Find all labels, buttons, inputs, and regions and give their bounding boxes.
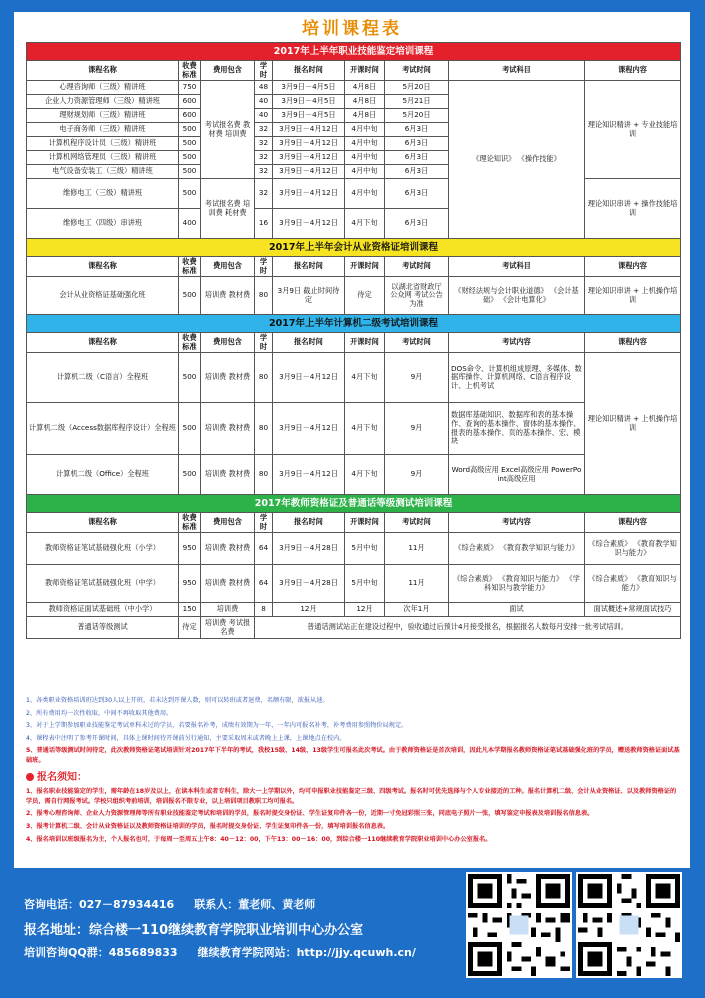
table-row: 心理咨询师（三级）精讲班 750 考试报名费 教材费 培训费 48 3月9日－4月5日 4月8日 5月20日 《理论知识》 《操作技能》 理论知识精讲 + 专业技能培训 — [27, 81, 681, 95]
contact-footer — [24, 892, 464, 964]
section-accounting-header: 2017年上半年会计从业资格证培训课程 — [27, 239, 681, 257]
table-header-row: 课程名称 收费标准 费用包含 学时 报名时间 开课时间 考试时间 考试科目 课程内容 — [27, 61, 681, 81]
section-computer-header: 2017年上半年计算机二级考试培训课程 — [27, 315, 681, 333]
table-row: 计算机二级（Access数据库程序设计）全程班 500 培训费 教材费 80 3月9日－4月12日 4月下旬 9月 数据库基础知识、数据库和表的基本操作、查询的基本操作、窗体的基本操作、报表的基本操作、页的基本操作、宏、模块 — [27, 403, 681, 455]
notice-item: 3、报考计算机二级、会计从业资格证以及教师资格证培训的学员，报名时提交身份证、学生证复印件各一份，填写培训报名信息表。 — [26, 822, 390, 830]
table-row: 计算机二级（Office）全程班 500 培训费 教材费 80 3月9日－4月12日 4月下旬 9月 Word高级应用 Excel高级应用 PowerPoint高级应用 — [27, 455, 681, 495]
qr-code-icon — [576, 872, 682, 978]
note-item: 5、普通话等级测试时间待定，此次教师资格证笔试培训针对2017年下半年的考试，我校15级、14级、13级学生可报名此次考试。由于教师资格证是首次培训，因此凡本学期报名教师资格证笔试基础强化班的学员，赠送教师资格证面试基础班。 — [26, 747, 680, 765]
table-row: 计算机网络管理员（三级）精讲班 500 32 3月9日－4月12日 4月中旬 6月3日 — [27, 151, 681, 165]
table-row: 教师资格证笔试基础强化班（小学） 950 培训费 教材费 64 3月9日－4月28日 5月中旬 11月 《综合素质》 《教育教学知识与能力》 《综合素质》 《教育教学知识与能力》 — [27, 533, 681, 565]
notice-item: 4、报名培训以班级报名为主，个人报名也可，于每周一至周五上午8：40－12：00，下午13：00－16：00，到综合楼一110继续教育学院职业培训中心办公室报名。 — [26, 835, 492, 843]
table-row: 计算机二级（C语言）全程班 500 培训费 教材费 80 3月9日－4月12日 4月下旬 9月 DOS命令、计算机组成原理、多媒体、数据库操作、计算机网络、C语言程序设计、上机考试 理论知识精讲 + 上机操作培训 — [27, 353, 681, 403]
table-row: 电气设备安装工（三级）精讲班 500 32 3月9日－4月12日 4月中旬 6月3日 — [27, 165, 681, 179]
note-item: 3、对于上学期参加职业技能鉴定考试单科未过的学员，若要报名补考，成绩有效期为一年，一年内可报名补考，补考费用参照物价局规定。 — [26, 722, 408, 730]
table-row: 普通话等级测试 待定 培训费 考试报名费 普通话测试站正在建设过程中，验收通过后预计4月接受报名，根据报名人数每月安排一批考试培训。 — [27, 617, 681, 639]
contact-person: 联系人：董老师、黄老师 — [194, 898, 316, 911]
note-item: 1、各类职业资格培训班达到30人以上开班，若未达到开课人数，则可以转班或者退费，名额有限，欲报从速。 — [26, 697, 329, 704]
notice-item: 2、报考心理咨询师、企业人力资源管理师等所有职业技能鉴定考试和培训的学员，报名时提交身份证、学生证复印件各一份，近期一寸免冠彩照三张，同底电子照片一张，填写鉴定申报表及培训报名信息表。 — [26, 810, 594, 818]
website-link[interactable]: 继续教育学院网站：http://jjy.qcuwh.cn/ — [197, 946, 416, 959]
table-row: 电子商务师（三级）精讲班 500 32 3月9日－4月12日 4月中旬 6月3日 — [27, 123, 681, 137]
table-row: 维修电工（三级）精讲班 500 考试报名费 培训费 耗材费 32 3月9日－4月12日 4月中旬 6月3日 理论知识串讲 + 操作技能培训 — [27, 179, 681, 209]
qr-code-icon — [466, 872, 572, 978]
table-row: 维修电工（四级）串讲班 400 16 3月9日－4月12日 4月下旬 6月3日 — [27, 209, 681, 239]
table-header-row: 课程名称 收费标准 费用包含 学时 报名时间 开课时间 考试时间 考试科目 课程内容 — [27, 257, 681, 277]
qq-group: 培训咨询QQ群：485689833 — [24, 946, 178, 959]
schedule-sheet — [14, 12, 690, 868]
table-row: 教师资格证笔试基础强化班（中学） 950 培训费 教材费 64 3月9日－4月28日 5月中旬 11月 《综合素质》 《教育知识与能力》 《学科知识与教学能力》 《综合素质》 《教育知识与能力》 — [27, 565, 681, 603]
table-header-row: 课程名称 收费标准 费用包含 学时 报名时间 开课时间 考试时间 考试内容 课程内容 — [27, 333, 681, 353]
section-teacher-header: 2017年教师资格证及普通话等级测试培训课程 — [27, 495, 681, 513]
page-title: 培训课程表 — [302, 19, 402, 39]
table-row: 理财规划师（三级）精讲班 600 40 3月9日－4月5日 4月8日 5月20日 — [27, 109, 681, 123]
course-table — [26, 42, 681, 639]
bullet-icon — [26, 773, 34, 781]
notes-section — [26, 696, 680, 847]
section-vocational-header: 2017年上半年职业技能鉴定培训课程 — [27, 43, 681, 61]
note-item: 2、所有费用均一次性收取，中间不再收取其他费用。 — [26, 709, 173, 717]
table-row: 教师资格证面试基础班（中小学） 150 培训费 8 12月 12月 次年1月 面试 面试概述+常规面试技巧 — [27, 603, 681, 617]
table-row: 企业人力资源管理师（三级）精讲班 600 40 3月9日－4月5日 4月8日 5月21日 — [27, 95, 681, 109]
notice-item: 1、报名职业技能鉴定的学生，需年龄在18岁及以上，在读本科生或者专科生，除大一上学期以外，均可申报职业技能鉴定三级、四级考试。报名时可优先选择与个人专业接近的工种。报名计算机二级、会计从业资格证、以及教师资格证的学员，需自行网报考试。学校只组织考前培训，培训报名不限专业，以上培训项目教职工均可报名。 — [26, 788, 677, 805]
signup-address: 报名地址：综合楼一110继续教育学院职业培训中心办公室 — [24, 922, 364, 938]
note-item: 4、课程表中注明了参考开课时间，具体上课时间待开课前另行通知，主要采取周末或者晚上上课，上课地点在校内。 — [26, 734, 346, 742]
notice-heading: 报名须知： — [26, 770, 680, 786]
table-row: 计算机程序设计员（三级）精讲班 500 32 3月9日－4月12日 4月中旬 6月3日 — [27, 137, 681, 151]
contact-phone: 咨询电话：027－87934416 — [24, 898, 175, 911]
table-header-row: 课程名称 收费标准 费用包含 学时 报名时间 开课时间 考试时间 考试内容 课程内容 — [27, 513, 681, 533]
table-row: 会计从业资格证基础强化班 500 培训费 教材费 80 3月9日 截止时间待定 待定 以湖北省财政厅 公众网 考试公告为准 《财经法规与会计职业道德》 《会计基础》 《会计电算化》 理论知识串讲 + 上机操作培训 — [27, 277, 681, 315]
